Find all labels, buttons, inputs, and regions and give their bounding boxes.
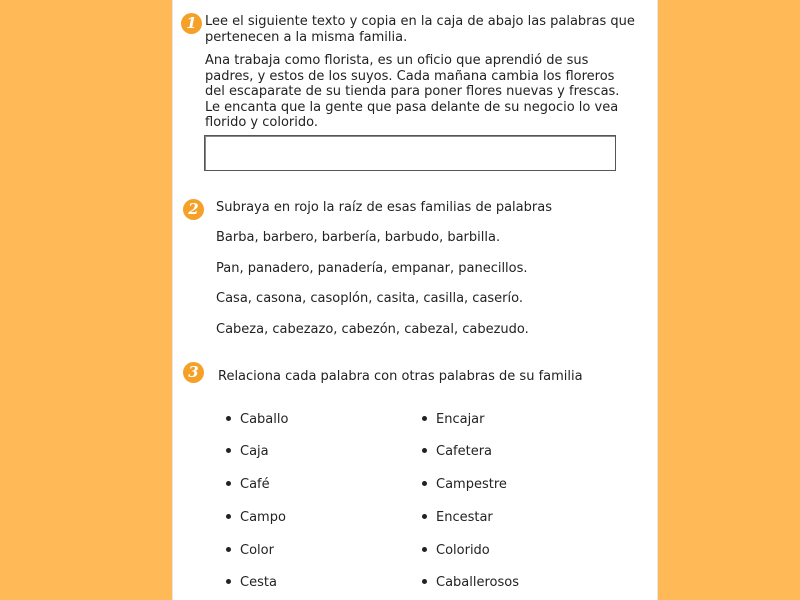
right-word-label: Encajar [436,412,485,427]
bullet-icon [422,481,427,486]
left-word-label: Caja [240,444,269,459]
word-family-line: Casa, casona, casoplón, casita, casilla, caserío. [216,291,523,306]
exercise-3-instruction: Relaciona cada palabra con otras palabras de su familia [218,369,583,384]
exercise-2-instruction: Subraya en rojo la raíz de esas familias de palabras [216,200,552,215]
right-word-item[interactable] [422,477,507,493]
exercise-1-passage: Ana trabaja como florista, es un oficio que aprendió de sus padres, y estos de los suyos. Cada mañana cambia los floreros del escaparate de su tienda para poner flores nuevas y frescas. Le encanta que la gente que pasa delante de su negocio lo vea florido y colorido. [205,53,620,130]
right-word-label: Caballerosos [436,575,519,590]
bullet-icon [422,579,427,584]
exercise-1-number-badge: 1 [181,13,202,34]
left-word-item[interactable] [226,510,286,526]
right-word-item[interactable] [422,444,492,460]
left-word-item[interactable] [226,543,274,559]
right-word-label: Encestar [436,510,493,525]
bullet-icon [226,579,231,584]
bullet-icon [226,547,231,552]
exercise-3-number-badge: 3 [183,362,204,383]
bullet-icon [422,416,427,421]
bullet-icon [422,547,427,552]
exercise-1-instruction: Lee el siguiente texto y copia en la caja de abajo las palabras que pertenecen a la misma familia. [205,14,635,45]
exercise-1-answer-box[interactable] [204,135,616,171]
right-word-label: Campestre [436,477,507,492]
left-word-label: Café [240,477,270,492]
left-word-item[interactable] [226,412,288,428]
left-word-label: Cesta [240,575,277,590]
exercise-2-number-badge: 2 [183,199,204,220]
word-family-line: Cabeza, cabezazo, cabezón, cabezal, cabezudo. [216,322,529,337]
bullet-icon [422,448,427,453]
word-family-line: Barba, barbero, barbería, barbudo, barbilla. [216,230,501,245]
left-word-label: Campo [240,510,286,525]
bullet-icon [226,448,231,453]
right-word-label: Cafetera [436,444,493,459]
left-word-item[interactable] [226,444,269,460]
bullet-icon [226,514,231,519]
bullet-icon [226,481,231,486]
right-word-item[interactable] [422,575,519,591]
right-word-item[interactable] [422,510,493,526]
left-word-item[interactable] [226,575,277,591]
right-word-label: Colorido [436,543,490,558]
right-word-item[interactable] [422,543,490,559]
bullet-icon [226,416,231,421]
left-word-label: Color [240,543,274,558]
left-word-label: Caballo [240,412,289,427]
bullet-icon [422,514,427,519]
left-word-item[interactable] [226,477,270,493]
word-family-line: Pan, panadero, panadería, empanar, panecillos. [216,261,528,276]
right-word-item[interactable] [422,412,485,428]
